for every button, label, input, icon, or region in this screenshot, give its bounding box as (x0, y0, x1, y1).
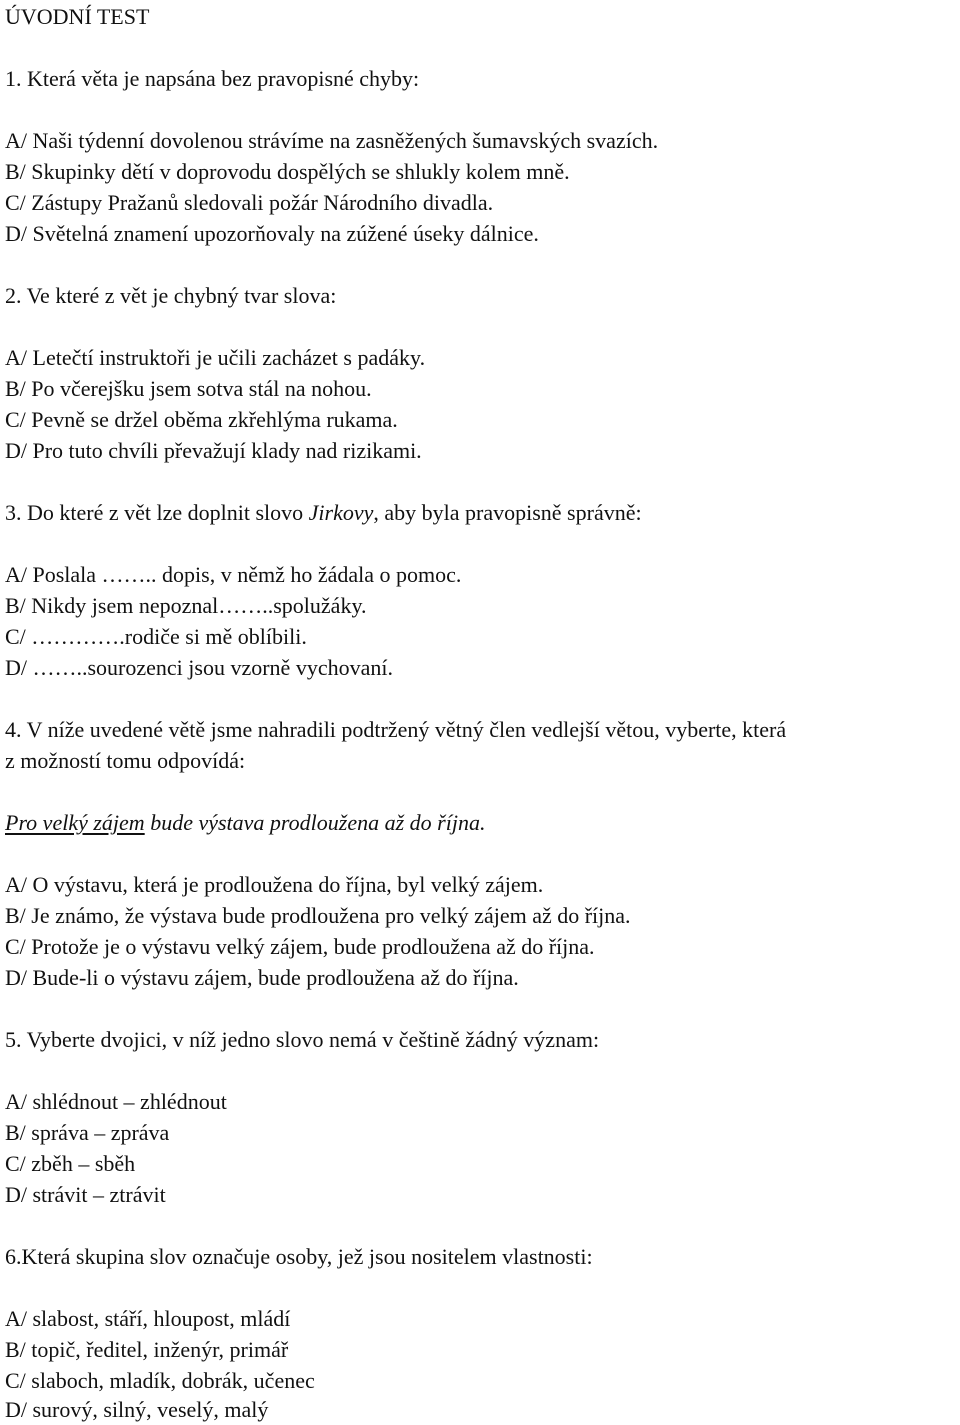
underlined-phrase: Pro velký zájem (5, 810, 145, 835)
q2-option-c: C/ Pevně se držel oběma zkřehlýma rukama. (5, 407, 398, 432)
q4-option-d: D/ Bude-li o výstavu zájem, bude prodloužena až do října. (5, 965, 519, 990)
q2-option-d: D/ Pro tuto chvíli převažují klady nad rizikami. (5, 438, 422, 463)
q4-option-a: A/ O výstavu, která je prodloužena do října, byl velký zájem. (5, 872, 544, 897)
question-2: 2. Ve které z vět je chybný tvar slova: (5, 283, 337, 308)
question-3-text: 3. Do které z vět lze doplnit slovo (5, 500, 309, 525)
q5-option-b: B/ správa – zpráva (5, 1120, 170, 1145)
q2-option-b: B/ Po včerejšku jsem sotva stál na nohou. (5, 376, 372, 401)
q4-option-b: B/ Je známo, že výstava bude prodloužena pro velký zájem až do října. (5, 903, 631, 928)
sentence-rest: bude výstava prodloužena až do října. (144, 810, 486, 835)
q5-option-a: A/ shlédnout – zhlédnout (5, 1089, 227, 1114)
q2-option-a: A/ Letečtí instruktoři je učili zacházet s padáky. (5, 345, 426, 370)
q1-option-b: B/ Skupinky dětí v doprovodu dospělých se shlukly kolem mně. (5, 159, 570, 184)
q3-option-b: B/ Nikdy jsem nepoznal……..spolužáky. (5, 593, 367, 618)
q1-option-c: C/ Zástupy Pražanů sledovali požár Národního divadla. (5, 190, 494, 215)
q3-option-d: D/ ……..sourozenci jsou vzorně vychovaní. (5, 655, 393, 680)
q6-option-a: A/ slabost, stáří, hloupost, mládí (5, 1306, 291, 1331)
question-4-line-2: z možností tomu odpovídá: (5, 748, 246, 773)
q3-option-c: C/ ………….rodiče si mě oblíbili. (5, 624, 307, 649)
q5-option-d: D/ strávit – ztrávit (5, 1182, 166, 1207)
page-title: ÚVODNÍ TEST (5, 4, 150, 29)
question-4-sentence (5, 809, 485, 837)
question-3 (5, 499, 642, 527)
q3-option-a: A/ Poslala …….. dopis, v němž ho žádala o pomoc. (5, 562, 462, 587)
question-3-word: Jirkovy (308, 500, 374, 525)
question-1: 1. Která věta je napsána bez pravopisné chyby: (5, 66, 420, 91)
q1-option-d: D/ Světelná znamení upozorňovaly na zúžené úseky dálnice. (5, 221, 539, 246)
question-6: 6.Která skupina slov označuje osoby, jež jsou nositelem vlastnosti: (5, 1244, 593, 1269)
q4-option-c: C/ Protože je o výstavu velký zájem, bude prodloužena až do října. (5, 934, 595, 959)
q6-option-b: B/ topič, ředitel, inženýr, primář (5, 1337, 289, 1362)
question-3-text-end: , aby byla pravopisně správně: (373, 500, 642, 525)
question-5: 5. Vyberte dvojici, v níž jedno slovo nemá v češtině žádný význam: (5, 1027, 600, 1052)
q1-option-a: A/ Naši týdenní dovolenou strávíme na zasněžených šumavských svazích. (5, 128, 659, 153)
q6-option-c: C/ slaboch, mladík, dobrák, učenec (5, 1368, 315, 1393)
q6-option-d: D/ surový, silný, veselý, malý (5, 1397, 269, 1422)
question-4-line-1: 4. V níže uvedené větě jsme nahradili podtržený větný člen vedlejší větou, vyberte, která (5, 717, 787, 742)
q5-option-c: C/ zběh – sběh (5, 1151, 136, 1176)
